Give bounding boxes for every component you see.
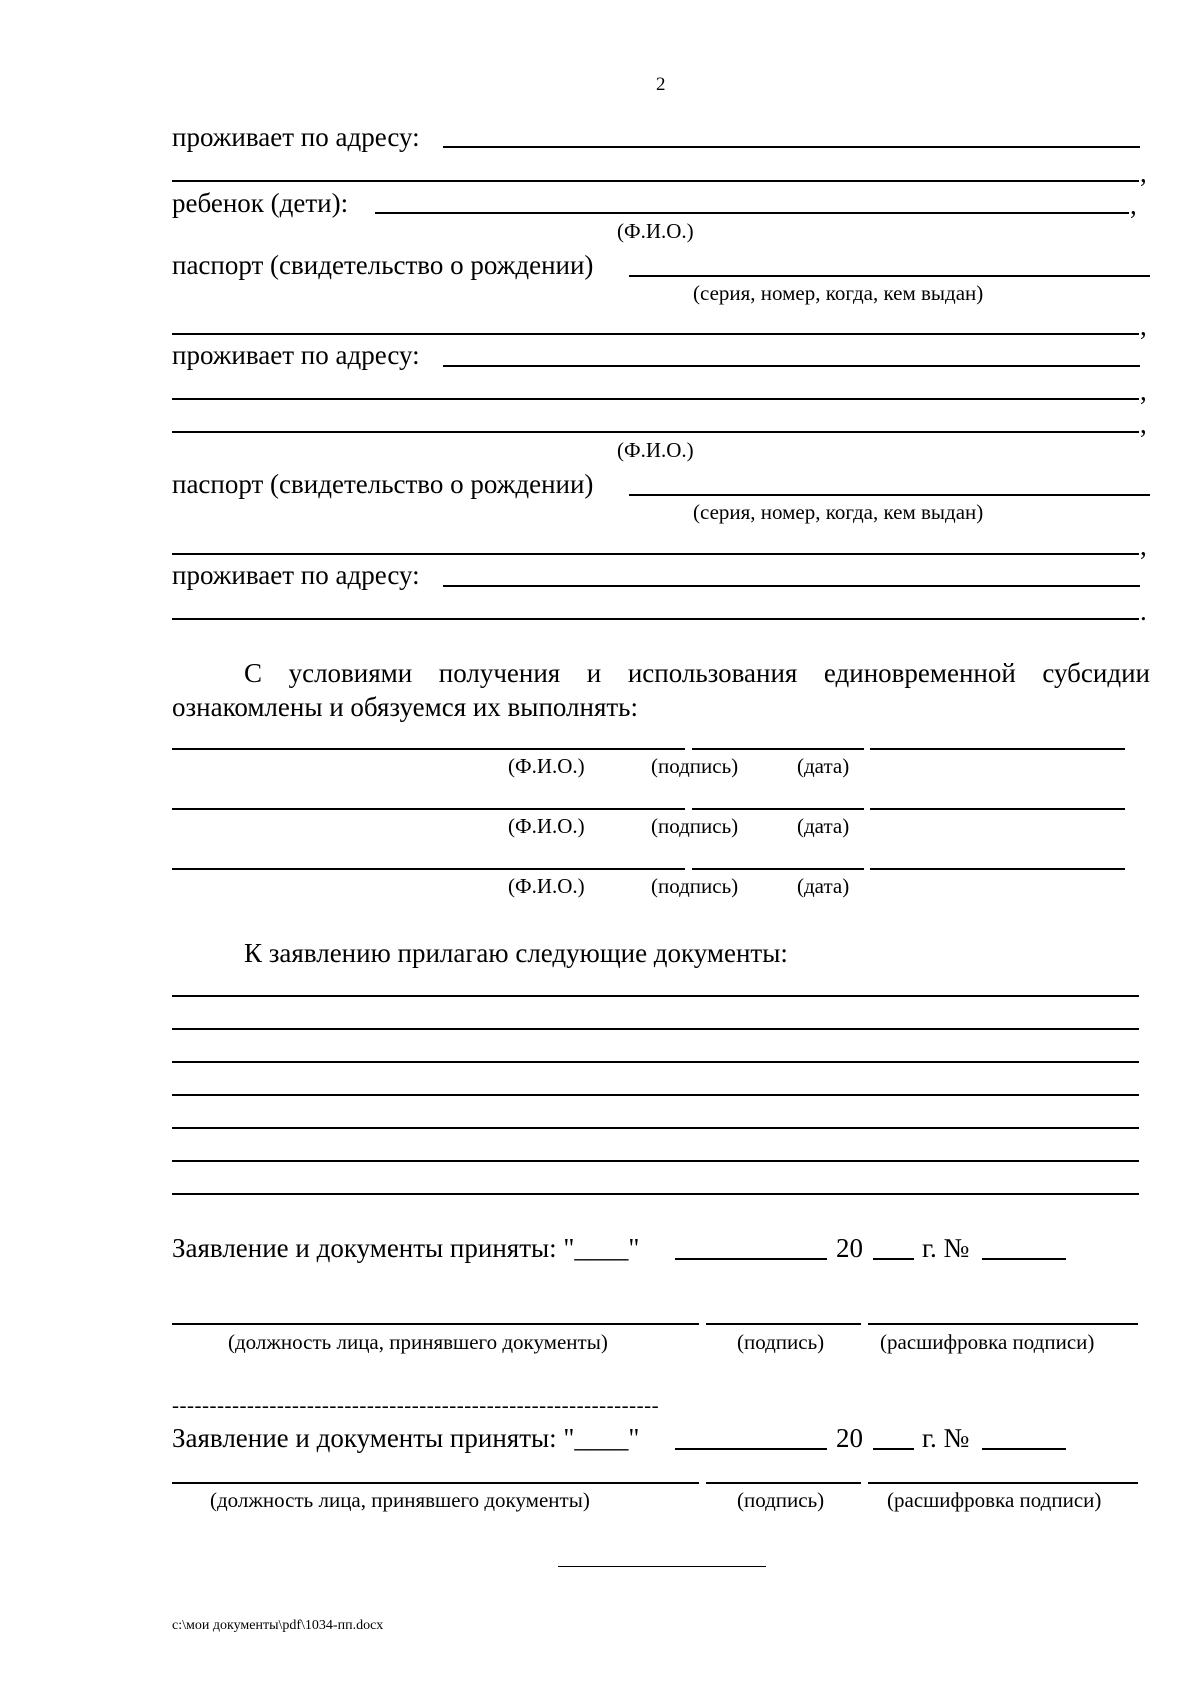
passport-line-2[interactable]	[629, 494, 1150, 496]
address-line-1[interactable]	[443, 146, 1140, 148]
footer-path: c:\мои документы\pdf\1034-пп.docx	[172, 1618, 384, 1633]
caption-decode: (расшифровка подписи)	[887, 1488, 1102, 1512]
accepted-suffix-2: г. №	[922, 1423, 970, 1453]
passport-caption-2: (серия, номер, когда, кем выдан)	[693, 500, 984, 524]
accepted-month-line-2[interactable]	[675, 1448, 827, 1450]
document-line[interactable]	[172, 995, 1139, 997]
accepted-number-line-2[interactable]	[982, 1448, 1066, 1450]
cut-line: -----------------------------------------------------------------	[172, 1393, 660, 1417]
accepted-year-line-2[interactable]	[873, 1448, 914, 1450]
passport-line-1[interactable]	[629, 275, 1150, 277]
caption-fio: (Ф.И.О.)	[508, 754, 585, 778]
comma: ,	[1130, 190, 1137, 220]
caption-sign: (подпись)	[651, 814, 739, 838]
decode-line-1[interactable]	[868, 1323, 1138, 1325]
address-label-3: проживает по адресу:	[172, 560, 420, 590]
address-label-2: проживает по адресу:	[172, 340, 420, 370]
sign-line-1[interactable]	[706, 1323, 861, 1325]
children-line[interactable]	[375, 212, 1129, 214]
passport-label-2: паспорт (свидетельство о рождении)	[172, 469, 594, 499]
fio-caption: (Ф.И.О.)	[617, 219, 694, 243]
caption-fio: (Ф.И.О.)	[508, 874, 585, 898]
address-line-3b[interactable]	[172, 618, 1139, 620]
position-line-2[interactable]	[172, 1482, 699, 1484]
document-line[interactable]	[172, 1061, 1139, 1063]
address-line-1b[interactable]	[172, 180, 1139, 182]
signature-fio-line-1[interactable]	[172, 748, 685, 750]
agreement-text	[172, 656, 1150, 724]
accepted-year-1: 20	[836, 1233, 863, 1263]
caption-sign: (подпись)	[737, 1330, 825, 1354]
address-label-1: проживает по адресу:	[172, 122, 420, 152]
accepted-label-1: Заявление и документы приняты: "____"	[172, 1233, 640, 1263]
comma: ,	[1140, 158, 1147, 188]
address-line-2c[interactable]	[172, 431, 1139, 433]
caption-date: (дата)	[797, 814, 850, 838]
passport-caption-1: (серия, номер, когда, кем выдан)	[693, 281, 984, 305]
caption-sign: (подпись)	[651, 874, 739, 898]
accepted-label-2: Заявление и документы приняты: "____"	[172, 1423, 640, 1453]
caption-position: (должность лица, принявшего документы)	[228, 1330, 608, 1354]
caption-date: (дата)	[797, 874, 850, 898]
signature-sign-line-1[interactable]	[692, 748, 864, 750]
accepted-suffix-1: г. №	[922, 1233, 970, 1263]
caption-fio: (Ф.И.О.)	[508, 814, 585, 838]
page-number: 2	[656, 74, 666, 95]
accepted-year-line-1[interactable]	[873, 1258, 914, 1260]
caption-position: (должность лица, принявшего документы)	[210, 1488, 590, 1512]
sign-line-2[interactable]	[706, 1482, 861, 1484]
comma: ,	[1140, 311, 1147, 341]
period: .	[1140, 596, 1147, 626]
address-line-2b[interactable]	[172, 398, 1139, 400]
comma: ,	[1140, 376, 1147, 406]
address-line-3[interactable]	[443, 585, 1140, 587]
document-line[interactable]	[172, 1094, 1139, 1096]
children-label: ребенок (дети):	[172, 188, 349, 218]
signature-date-line-2[interactable]	[870, 808, 1125, 810]
documents-heading: К заявлению прилагаю следующие документы:	[244, 938, 788, 968]
caption-sign: (подпись)	[651, 754, 739, 778]
accepted-number-line-1[interactable]	[982, 1258, 1066, 1260]
signature-sign-line-3[interactable]	[692, 868, 864, 870]
address-line-2[interactable]	[443, 365, 1140, 367]
signature-sign-line-2[interactable]	[692, 808, 864, 810]
caption-decode: (расшифровка подписи)	[880, 1330, 1095, 1354]
document-line[interactable]	[172, 1160, 1139, 1162]
comma: ,	[1140, 531, 1147, 561]
signature-fio-line-3[interactable]	[172, 868, 685, 870]
caption-date: (дата)	[797, 754, 850, 778]
position-line-1[interactable]	[172, 1323, 699, 1325]
fio-caption: (Ф.И.О.)	[617, 438, 694, 462]
document-line[interactable]	[172, 1193, 1139, 1195]
document-line[interactable]	[172, 1028, 1139, 1030]
accepted-month-line-1[interactable]	[675, 1258, 827, 1260]
decode-line-2[interactable]	[868, 1482, 1138, 1484]
end-separator	[558, 1566, 766, 1567]
passport-line-1b[interactable]	[172, 333, 1139, 335]
signature-date-line-1[interactable]	[870, 748, 1125, 750]
caption-sign: (подпись)	[737, 1488, 825, 1512]
comma: ,	[1140, 409, 1147, 439]
agreement-text-content: С условиями получения и использования единовременной субсидии ознакомлены и обязуемся их выполнять:	[172, 658, 1150, 722]
signature-date-line-3[interactable]	[870, 868, 1125, 870]
document-line[interactable]	[172, 1127, 1139, 1129]
passport-label-1: паспорт (свидетельство о рождении)	[172, 250, 594, 280]
passport-line-2b[interactable]	[172, 553, 1139, 555]
accepted-year-2: 20	[836, 1423, 863, 1453]
signature-fio-line-2[interactable]	[172, 808, 685, 810]
